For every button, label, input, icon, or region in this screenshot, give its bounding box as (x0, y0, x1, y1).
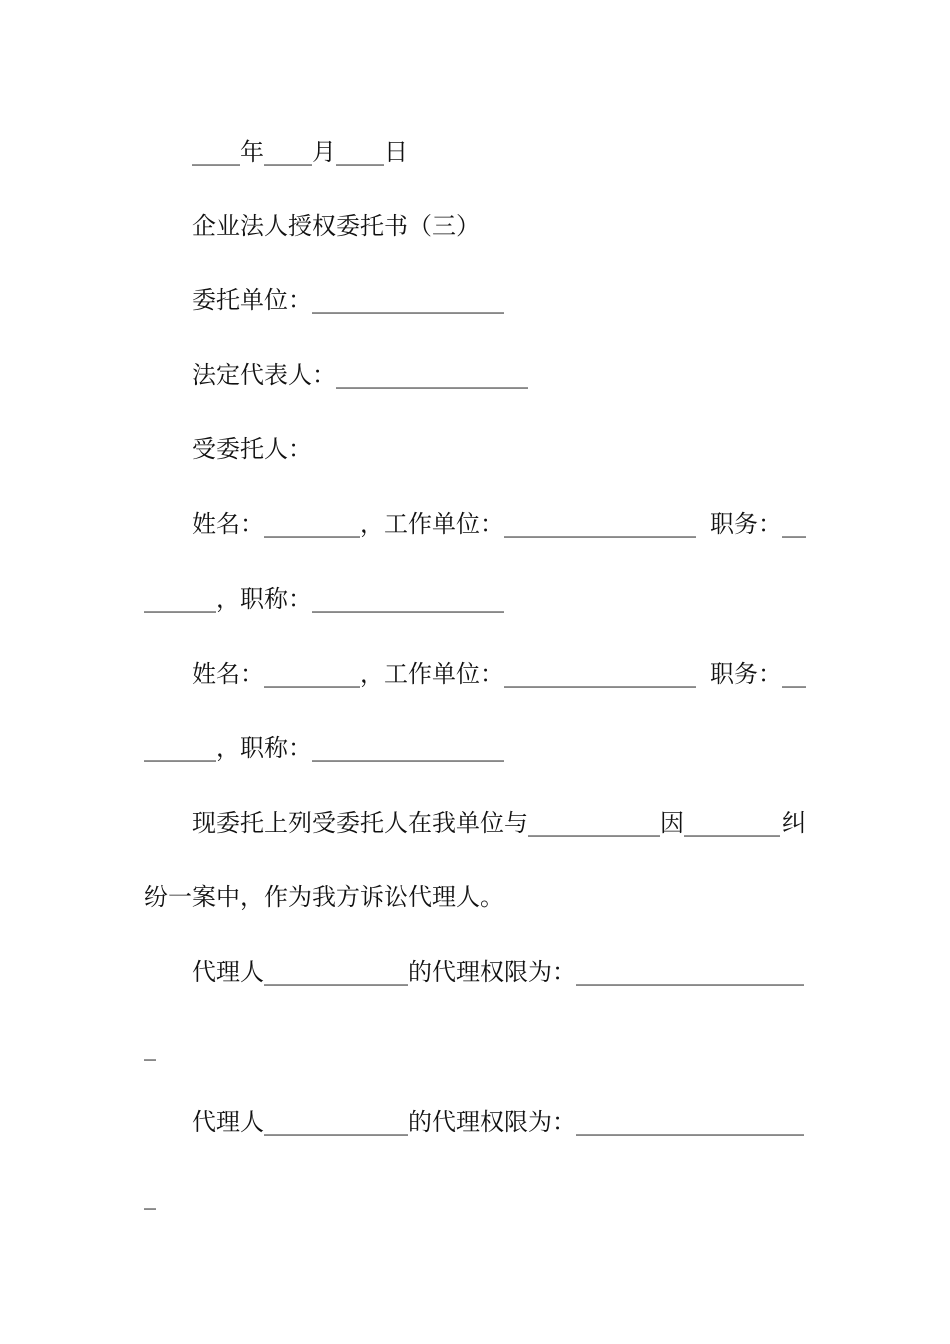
delegation-paragraph-line2: 纷一案中，作为我方诉讼代理人。 (144, 883, 504, 911)
agent1-authority-line: 代理人____________的代理权限为：___________________ (192, 958, 804, 986)
delegation-paragraph-line1: 现委托上列受委托人在我单位与___________因________ (192, 809, 780, 837)
trustee2-name-unit: 姓名：________，工作单位：________________ (192, 660, 696, 688)
date-line: ____年____月____日 (192, 138, 408, 166)
legal-representative-field: 法定代表人：________________ (192, 361, 528, 389)
delegation-paragraph-line1-end: 纠 (782, 809, 806, 837)
trustee2-title-line: ______，职称：________________ (144, 734, 504, 762)
agent2-authority-continuation: _ (144, 1182, 156, 1210)
agent2-authority-line: 代理人____________的代理权限为：___________________ (192, 1108, 804, 1136)
agent1-authority-continuation: _ (144, 1033, 156, 1061)
document-title: 企业法人授权委托书（三） (192, 212, 480, 240)
trustee1-title-line: ______，职称：________________ (144, 585, 504, 613)
trustee1-position: 职务：__ (710, 510, 806, 538)
trustee1-name-unit: 姓名：________，工作单位：________________ (192, 510, 696, 538)
trustee2-position: 职务：__ (710, 660, 806, 688)
entrusting-unit-field: 委托单位：________________ (192, 286, 504, 314)
trustee-heading: 受委托人： (192, 435, 312, 463)
